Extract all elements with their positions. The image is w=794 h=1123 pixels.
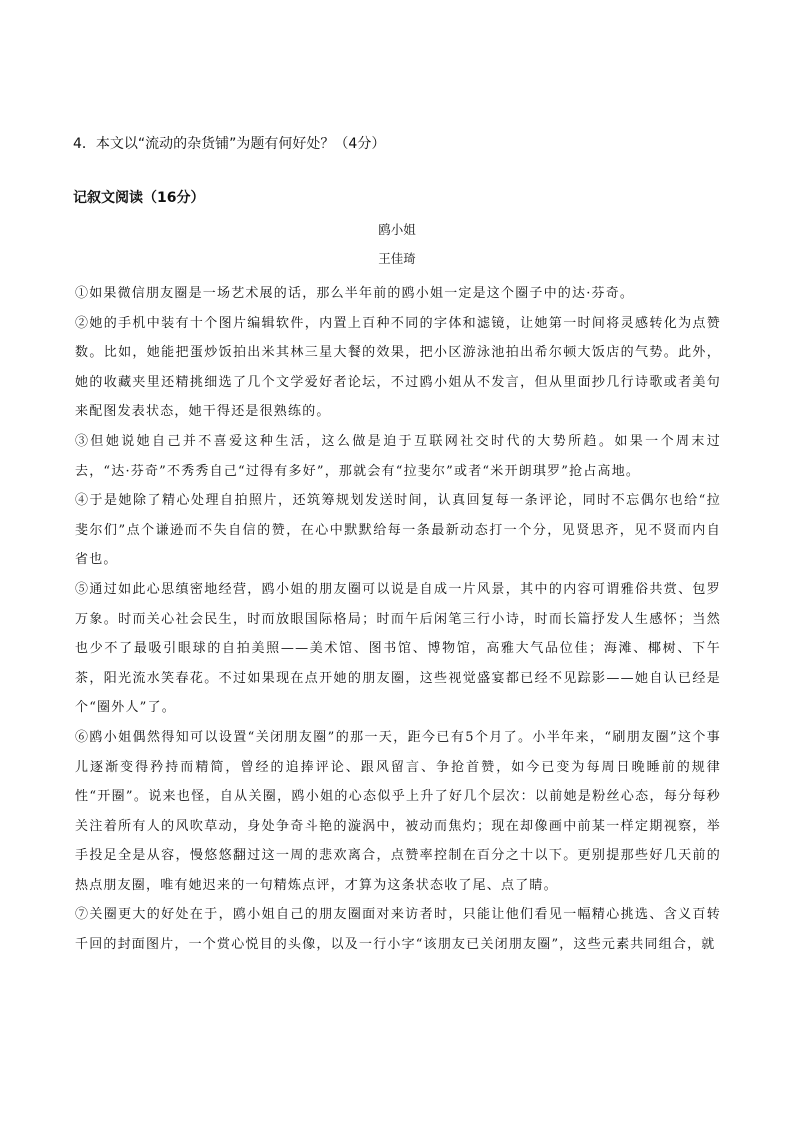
article-body bbox=[73, 279, 721, 960]
paragraph-1: ①如果微信朋友圈是一场艺术展的话，那么半年前的鸥小姐一定是这个圈子中的达·芬奇。 bbox=[75, 286, 635, 301]
paragraph-3: ③但她说她自己并不喜爱这种生活，这么做是迫于互联网社交时代的大势所趋。如果一个周末过去，“达·芬奇”不秀秀自己“过得有多好”，那就会有“拉斐尔”或者“米开朗琪罗”抢占高地。 bbox=[75, 433, 721, 479]
paragraph-7: ⑦关圈更大的好处在于，鸥小姐自己的朋友圈面对来访者时，只能让他们看见一幅精心挑选、含义百转千回的封面图片，一个赏心悦目的头像，以及一行小字“该朋友已关闭朋友圈”，这些元素共同组合，就 bbox=[75, 907, 721, 953]
article-title: 鸥小姐 bbox=[378, 222, 416, 237]
section-title: 记叙文阅读（16分） bbox=[73, 190, 205, 206]
paragraph-4: ④于是她除了精心处理自拍照片，还筑筹规划发送时间，认真回复每一条评论，同时不忘偶尔也给“拉斐尔们”点个谦逊而不失自信的赞，在心中默默给每一条最新动态打一个分，见贤思齐，见不贤而内自省也。 bbox=[75, 493, 721, 568]
paragraph-2: ②她的手机中装有十个图片编辑软件，内置上百种不同的字体和滤镜，让她第一时间将灵感转化为点赞数。比如，她能把蛋炒饭拍出米其林三星大餐的效果，把小区游泳池拍出希尔顿大饭店的气势。此外，她的收藏夹里还精挑细选了几个文学爱好者论坛，不过鸥小姐从不发言，但从里面抄几行诗歌或者美句来配图发表状态，她干得还是很熟练的。 bbox=[75, 315, 721, 420]
question-4: 4．本文以“流动的杂货铺”为题有何好处？（4分） bbox=[73, 136, 386, 152]
paragraph-6: ⑥鸥小姐偶然得知可以设置“关闭朋友圈”的那一天，距今已有5个月了。小半年来，“刷朋友圈”这个事儿逐渐变得矜持而精简，曾经的追捧评论、跟风留言、争抢首赞，如今已变为每周日晚睡前的规律性“开圈”。说来也怪，自从关圈，鸥小姐的心态似乎上升了好几个层次：以前她是粉丝心态，每分每秒关注着所有人的风吹草动，身处争奇斗艳的漩涡中，被动而焦灼；现在却像画中前某一样定期视察，举手投足全是从容，慢悠悠翻过这一周的悲欢离合，点赞率控制在百分之十以下。更别提那些好几天前的热点朋友圈，唯有她迟来的一句精炼点评，才算为这条状态收了尾、点了睛。 bbox=[75, 729, 721, 893]
article-author: 王佳琦 bbox=[378, 251, 416, 266]
paragraph-5: ⑤通过如此心思缜密地经营，鸥小姐的朋友圈可以说是自成一片风景，其中的内容可谓雅俗共赏、包罗万象。时而关心社会民生，时而放眼国际格局；时而午后闲笔三行小诗，时而长篇抒发人生感怀；当然也少不了最吸引眼球的自拍美照——美术馆、图书馆、博物馆，高雅大气品位佳；海滩、椰树、下午茶，阳光流水笑春花。不过如果现在点开她的朋友圈，这些视觉盛宴都已经不见踪影——她自认已经是个“圈外人”了。 bbox=[75, 581, 721, 716]
